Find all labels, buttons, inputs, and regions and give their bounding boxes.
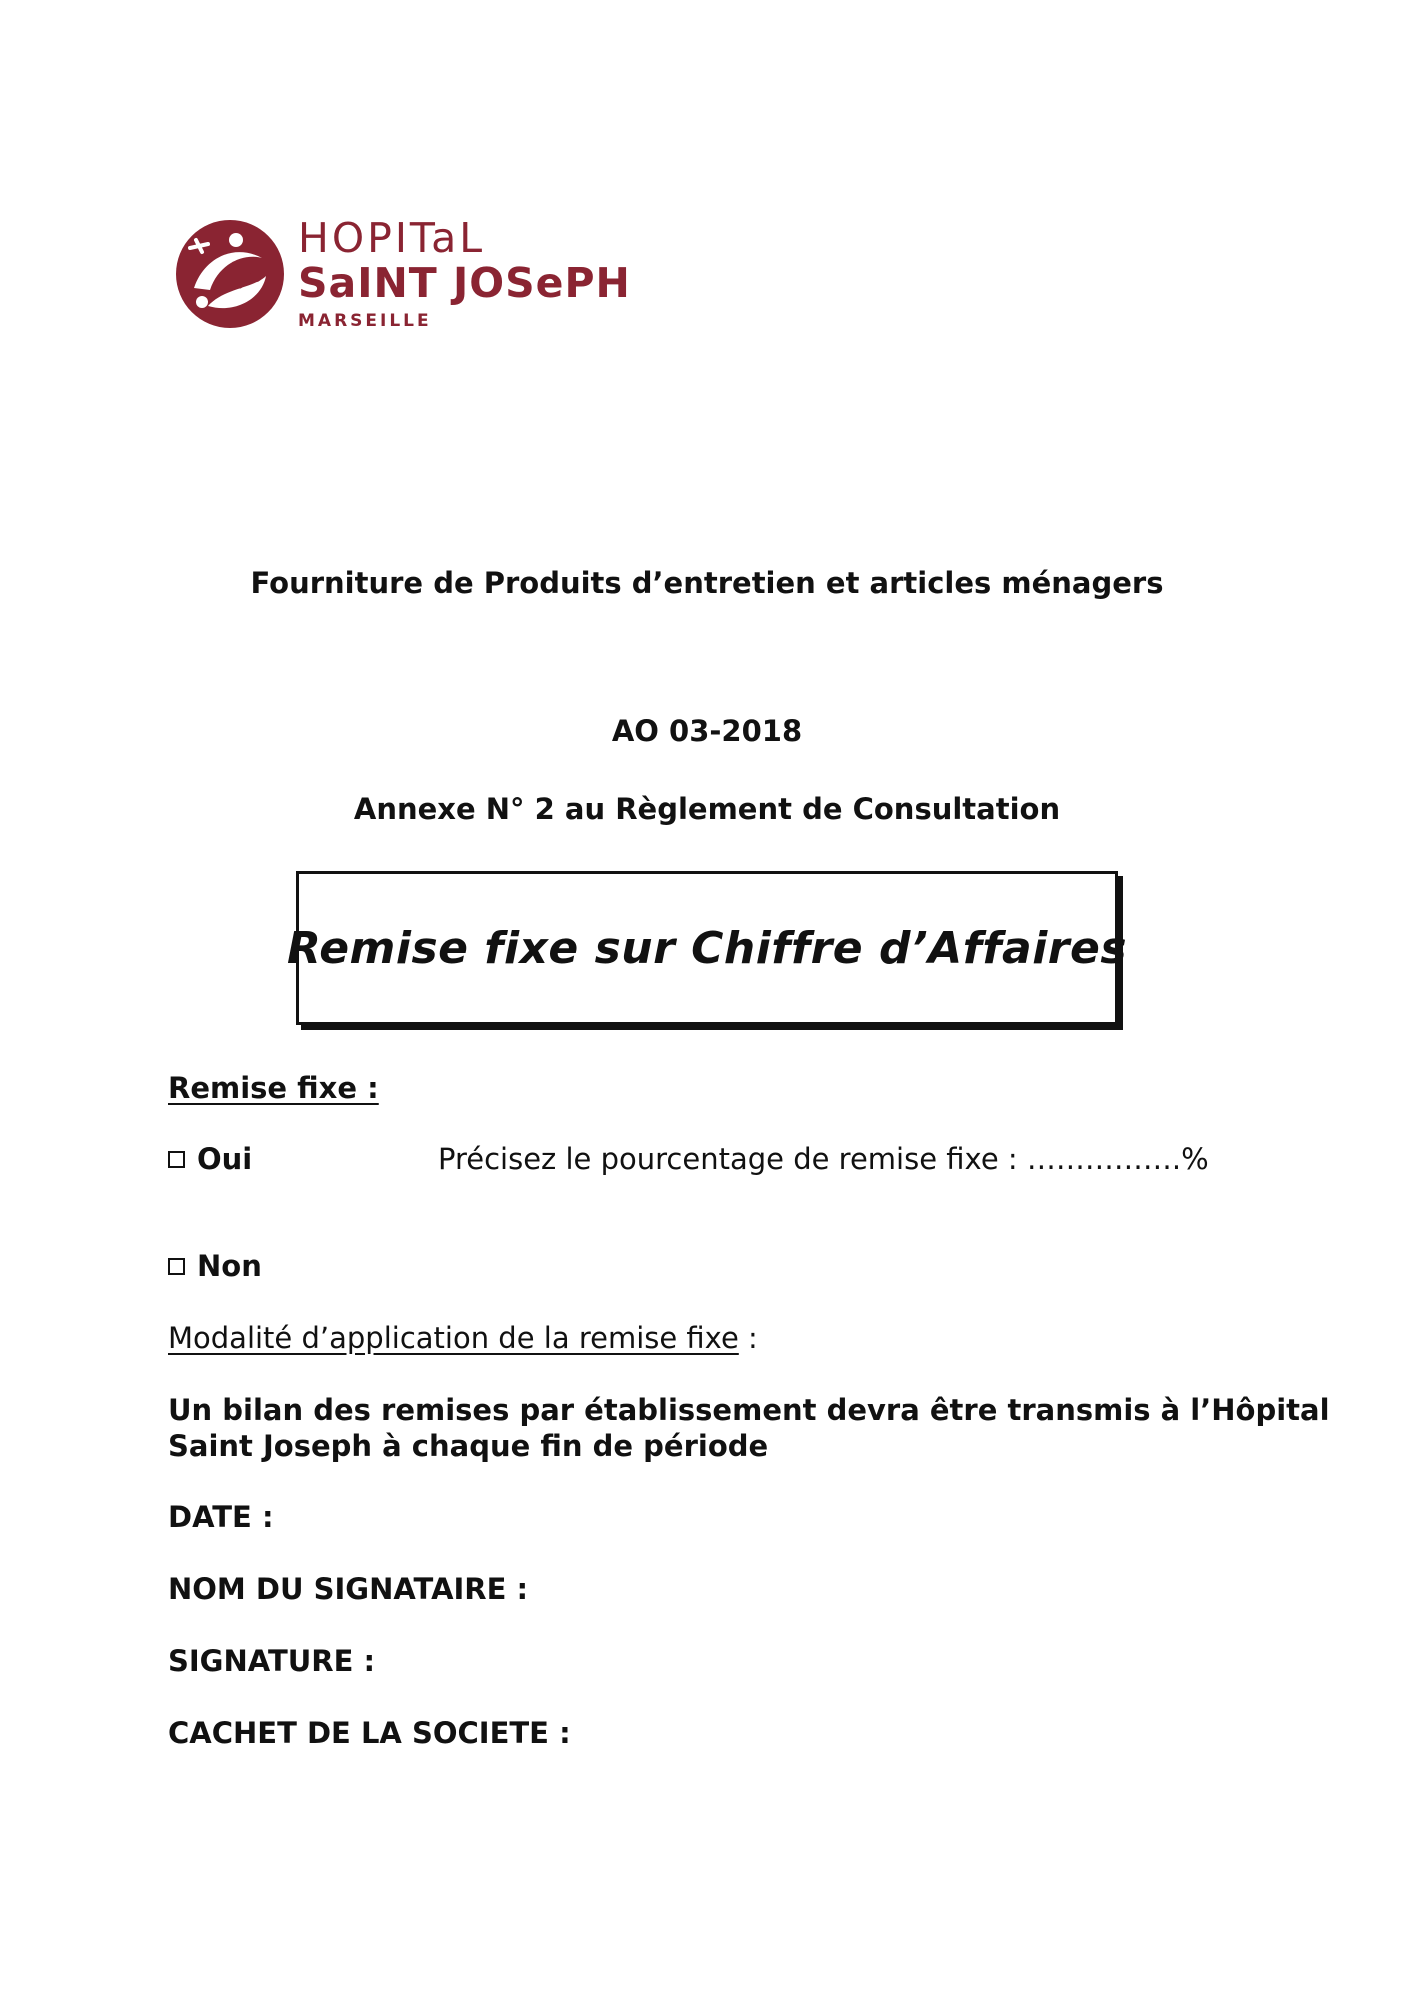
logo-line-marseille: MARSEILLE bbox=[298, 311, 432, 331]
modality-label: Modalité d’application de la remise fixe bbox=[168, 1321, 739, 1355]
option-no-row bbox=[168, 1249, 262, 1283]
modality-text-line1: Un bilan des remises par établissement devra être transmis à l’Hôpital bbox=[168, 1393, 1330, 1427]
date-field-label: DATE : bbox=[168, 1500, 274, 1534]
document-subject: Fourniture de Produits d’entretien et articles ménagers bbox=[250, 566, 1164, 600]
hospital-emblem-icon bbox=[174, 218, 286, 330]
modality-text-line2: Saint Joseph à chaque fin de période bbox=[168, 1429, 769, 1463]
logo-wordmark bbox=[298, 216, 631, 332]
logo-line-saint-joseph: SaINT JOSePH bbox=[298, 259, 631, 307]
title-box bbox=[287, 871, 1128, 1025]
option-yes-row bbox=[168, 1142, 252, 1176]
modality-text bbox=[168, 1392, 1330, 1464]
option-no-label: Non bbox=[197, 1249, 262, 1283]
annex-heading: Annexe N° 2 au Règlement de Consultation bbox=[353, 792, 1061, 826]
option-yes-label: Oui bbox=[197, 1142, 253, 1176]
signature-field-label: SIGNATURE : bbox=[168, 1644, 376, 1678]
section-heading: Remise fixe : bbox=[168, 1071, 379, 1105]
tender-reference: AO 03-2018 bbox=[611, 714, 803, 748]
percentage-prompt: Précisez le pourcentage de remise fixe : …………….% bbox=[438, 1142, 1209, 1176]
modality-label-row bbox=[168, 1321, 758, 1355]
checkbox-no[interactable] bbox=[168, 1258, 185, 1275]
signatory-name-field-label: NOM DU SIGNATAIRE : bbox=[168, 1572, 529, 1606]
modality-colon: : bbox=[738, 1321, 758, 1355]
document-title: Remise fixe sur Chiffre d’Affaires bbox=[287, 922, 1128, 974]
hospital-logo bbox=[174, 216, 674, 336]
company-stamp-field-label: CACHET DE LA SOCIETE : bbox=[168, 1716, 571, 1750]
checkbox-yes[interactable] bbox=[168, 1151, 185, 1168]
logo-line-hopital: HOPITaL bbox=[298, 214, 486, 262]
